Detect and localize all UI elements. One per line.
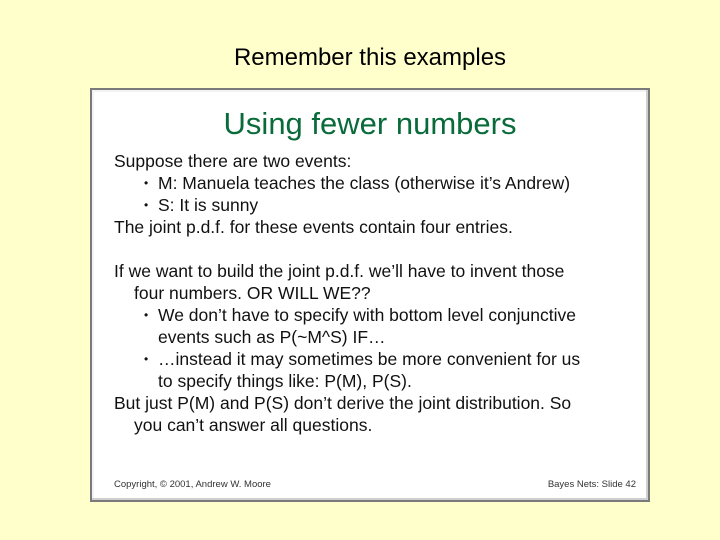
bullet-item bbox=[114, 304, 639, 326]
slide-body bbox=[114, 150, 639, 436]
bullet-icon: • bbox=[144, 352, 149, 366]
slide-number: Bayes Nets: Slide 42 bbox=[547, 479, 636, 490]
slide-text-line: you can’t answer all questions. bbox=[134, 415, 373, 435]
bullet-continuation: events such as P(~M^S) IF… bbox=[158, 327, 386, 347]
bullet-icon: • bbox=[144, 176, 149, 190]
slide bbox=[94, 92, 646, 498]
copyright-text: Copyright, © 2001, Andrew W. Moore bbox=[114, 479, 271, 490]
bullet-text: S: It is sunny bbox=[158, 195, 259, 215]
slide-text-line: Suppose there are two events: bbox=[114, 151, 352, 171]
bullet-continuation: to specify things like: P(M), P(S). bbox=[158, 371, 412, 391]
slide-title: Using fewer numbers bbox=[223, 106, 517, 141]
slide-footer bbox=[114, 479, 636, 490]
bullet-icon: • bbox=[144, 198, 149, 212]
bullet-text: M: Manuela teaches the class (otherwise it’s Andrew) bbox=[158, 173, 571, 193]
slide-text-line: The joint p.d.f. for these events contain four entries. bbox=[114, 217, 513, 237]
bullet-text: We don’t have to specify with bottom level conjunctive bbox=[158, 305, 576, 325]
bullet-item bbox=[114, 194, 639, 216]
bullet-text: …instead it may sometimes be more convenient for us bbox=[158, 349, 581, 369]
slide-text-line: four numbers. OR WILL WE?? bbox=[134, 283, 371, 303]
bullet-item bbox=[114, 172, 639, 194]
slide-text-line: But just P(M) and P(S) don’t derive the joint distribution. So bbox=[114, 393, 572, 413]
slide-frame bbox=[90, 88, 650, 502]
bullet-item bbox=[114, 348, 639, 370]
page-title: Remember this examples bbox=[233, 44, 507, 71]
slide-text-line: If we want to build the joint p.d.f. we’ll have to invent those bbox=[114, 261, 565, 281]
bullet-icon: • bbox=[144, 308, 149, 322]
paragraph-gap bbox=[114, 238, 639, 260]
